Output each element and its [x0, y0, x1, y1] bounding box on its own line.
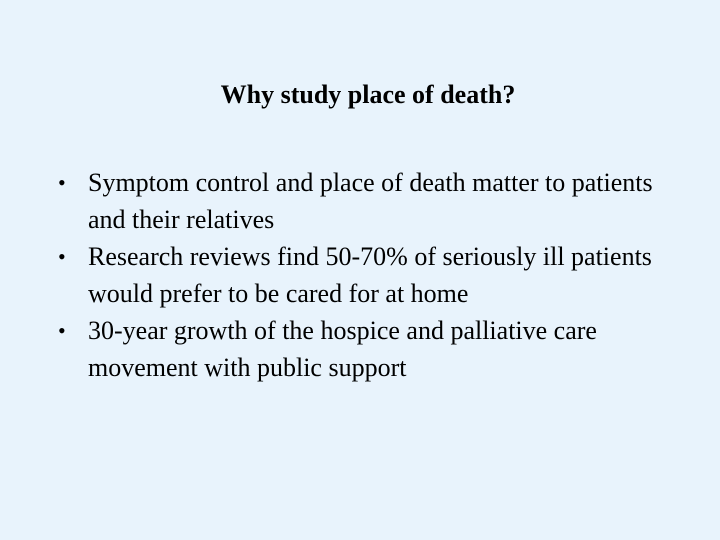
- bullet-text: Symptom control and place of death matter to patients and their relatives: [88, 168, 653, 234]
- bullet-text: 30-year growth of the hospice and palliative care movement with public support: [88, 316, 597, 382]
- slide-title: Why study place of death?: [220, 80, 516, 109]
- bullet-dot-icon: •: [58, 170, 66, 195]
- bullet-dot-icon: •: [58, 244, 66, 269]
- bullet-item: [56, 312, 686, 386]
- bullet-list: [56, 164, 686, 386]
- bullet-item: [56, 164, 686, 238]
- bullet-item: [56, 238, 686, 312]
- bullet-text: Research reviews find 50-70% of seriously ill patients would prefer to be cared for at home: [88, 242, 652, 308]
- bullet-dot-icon: •: [58, 318, 66, 343]
